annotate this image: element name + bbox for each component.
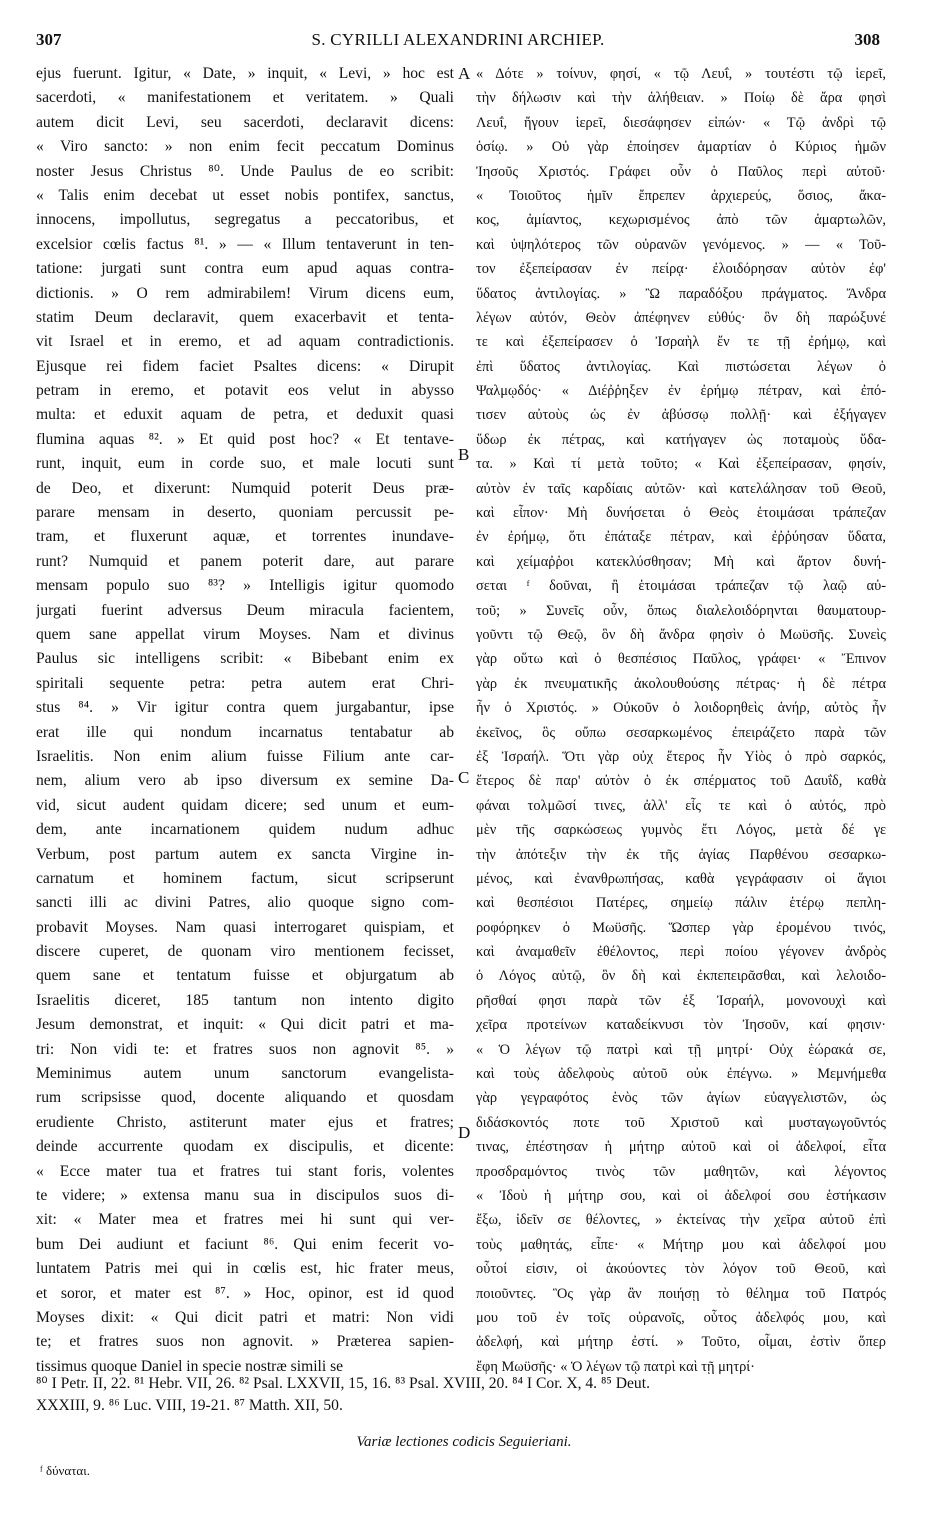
latin-text-line: tri: Non vidi te: et fratres suos non agnovit ⁸⁵. » [36, 1040, 454, 1058]
latin-text-line: tissimus quoque Daniel in specie nostræ simili se [36, 1357, 344, 1375]
latin-text-line: stus ⁸⁴. » Vir igitur contra quem jurgabantur, ipse [36, 699, 454, 717]
greek-text-line: τα. » Καὶ τί μετὰ τοῦτο; « Καὶ ἐξεπείρασαν, φησίν, [476, 456, 886, 473]
margin-letter-b: B [458, 445, 470, 464]
margin-letter-c: C [458, 768, 470, 787]
latin-text-line: te; et fratres suos non agnovit. » Præterea sapien- [36, 1333, 454, 1351]
greek-text-line: καὶ θεσπέσιοι Πατέρες, σημείῳ πάλιν ἑτέρῳ πεπλη- [476, 895, 886, 912]
latin-text-line: carnatum et hominem factum, sicut scripserunt [36, 869, 454, 887]
latin-text-line: statim Deum declaravit, quem exacerbavit et tenta- [36, 308, 454, 326]
latin-text-line: mensam populo suo ⁸³? » Intelligis igitur quomodo [36, 577, 454, 595]
greek-text-line: προσδραμόντος τινὸς τῶν μαθητῶν, καὶ λέγοντος [476, 1163, 886, 1180]
latin-text-line: rum scripsisse quod, docente aliquando et quosdam [36, 1089, 454, 1107]
latin-text-line: multa: et eduxit aquam de petra, et deduxit quasi [36, 406, 454, 424]
greek-text-line: μου τοῦ ἐν τοῖς οὐρανοῖς, οὗτος ἀδελφός μου, καὶ [476, 1309, 886, 1326]
latin-text-line: deinde accurrente quodam ex discipulis, et dicente: [36, 1138, 454, 1156]
greek-text-line: καὶ εἶπον· Μὴ δυνήσεται ὁ Θεὸς ἑτοιμάσαι τράπεζαν [476, 505, 886, 522]
latin-text-line: dictionis. » O rem admirabilem! Virum dicens eum, [36, 284, 454, 302]
footnote-line: ⁸⁰ I Petr. II, 22. ⁸¹ Hebr. VII, 26. ⁸² Psal. LXXVII, 15, 16. ⁸³ Psal. XVIII, 20. ⁸⁴ I Cor. X, 4. ⁸⁵ Deut. [36, 1375, 650, 1392]
greek-text-line: γὰρ ἐκ πνευματικῆς ἀκολουθούσης πέτρας· ἡ δὲ πέτρα [476, 675, 886, 692]
greek-text-line: καὶ ὑψηλότερος τῶν οὐρανῶν γενόμενος. » — « Τοῦ- [476, 236, 886, 253]
greek-text-line: οὗτοί εἰσιν, οἱ ἀκούοντες τὸν λόγον τοῦ Θεοῦ, καὶ [476, 1261, 886, 1278]
latin-text-line: innocens, impollutus, segregatus a peccatoribus, et [36, 211, 454, 229]
latin-text-line: vid, sicut audent quidam dicere; sed unum et eum- [36, 796, 454, 814]
greek-text-line: ὕδωρ ἐκ πέτρας, καὶ κατήγαγεν ὡς ποταμοὺς ὕδα- [476, 431, 886, 448]
greek-text-line: « Τοιοῦτος ἡμῖν ἔπρεπεν ἀρχιερεύς, ὅσιος, ἄκα- [476, 187, 886, 204]
greek-text-line: τοὺς μαθητάς, εἶπε· « Μήτηρ μου καὶ ἀδελφοί μου [476, 1236, 886, 1253]
variae-lectiones-heading: Variæ lectiones codicis Seguieriani. [356, 1434, 572, 1450]
greek-text-line: « Ὁ λέγων τῷ πατρὶ καὶ τῇ μητρί· Οὐχ ἑώρακά σε, [476, 1041, 886, 1058]
latin-text-line: tram, et fluxerunt aquæ, et torrentes inundave- [36, 528, 454, 546]
greek-text-line: ἐξ Ἰσραήλ. Ὅτι γὰρ οὐχ ἕτερος ἦν Υἱὸς ὁ πρὸ σαρκός, [476, 748, 886, 765]
latin-text-line: flumina aquas ⁸². » Et quid post hoc? « Et tentave- [36, 430, 454, 448]
greek-text-line: τὴν ἀπότεξιν τὴν ἐκ τῆς ἁγίας Παρθένου σεσαρκω- [476, 846, 886, 863]
latin-text-line: autem dicit Levi, seu sacerdoti, declaravit dicens: [36, 113, 454, 131]
greek-text-line: Ψαλμῳδός· « Διέῤῥηξεν ἐν ἐρήμῳ πέτραν, καὶ ἐπό- [476, 383, 886, 400]
latin-text-line: nem, alium vero ab ipso diversum ex semine Da- [36, 772, 454, 790]
greek-text-line: σεται ᶠ δοῦναι, ἢ ἑτοιμάσαι τράπεζαν τῷ λαῷ αὐ- [476, 578, 886, 595]
latin-text-line: dem, ante incarnationem quidem nudum adhuc [36, 821, 454, 839]
latin-text-line: excelsior cœlis factus ⁸¹. » — « Illum tentaverunt in ten- [36, 235, 454, 253]
latin-text-line: de Deo, et dixerunt: Numquid poterit Deus præ- [36, 479, 454, 497]
latin-text-line: Meminimus autem unum sanctorum evangelista- [36, 1065, 454, 1083]
left-column-number: 307 [36, 30, 62, 49]
latin-text-line: Paulus sic intelligens scribit: « Bibebant enim ex [36, 650, 454, 668]
latin-text-line: noster Jesus Christus ⁸⁰. Unde Paulus de eo scribit: [36, 162, 454, 180]
greek-text-line: γὰρ γεγραφότος ἑνὸς τῶν ἁγίων εὐαγγελιστῶν, ὡς [476, 1090, 886, 1107]
greek-text-line: ὁσίῳ. » Οὐ γὰρ ἐποίησεν ἁμαρτίαν ὁ Κύριος ἡμῶν [476, 139, 886, 156]
latin-text-line: discere cuperet, de quonam viro mentionem fecisset, [36, 943, 454, 961]
variant-reading-note: ᶠ δύναται. [40, 1463, 90, 1478]
latin-text-line: ejus fuerunt. Igitur, « Date, » inquit, « Levi, » hoc est [36, 65, 454, 82]
greek-text-line: τον ἐξεπείρασαν ἐν πείρᾳ· ἐλοιδόρησαν αὐτὸν ἐφ' [476, 261, 886, 278]
latin-text-line: petram in eremo, et potavit eos velut in abysso [36, 382, 454, 400]
latin-text-line: quem sane et tentatum fuisse et objurgatum ab [36, 967, 454, 985]
footnote-line: XXXIII, 9. ⁸⁶ Luc. VIII, 19-21. ⁸⁷ Matth. XII, 50. [36, 1397, 343, 1414]
margin-letter-d: D [458, 1123, 471, 1142]
latin-text-line: erat ille qui nondum incarnatus tentabatur ab [36, 723, 454, 741]
latin-text-line: vit Israel et in eremo, et ad aquam contradictionis. [36, 333, 454, 351]
greek-text-line: ὁ Λόγος αὐτῷ, ὃν δὴ καὶ ἐκπεπειρᾶσθαι, καὶ λελοιδο- [476, 968, 886, 985]
greek-text-line: ἔξω, ἰδεῖν σε θέλοντες, » ἐκτείνας τὴν χεῖρα αὐτοῦ ἐπὶ [476, 1212, 886, 1229]
greek-text-line: διδάσκοντός ποτε τοῦ Χριστοῦ καὶ μυσταγωγοῦντός [476, 1114, 886, 1131]
greek-text-line: τισεν αὐτοὺς ὡς ἐν ἀβύσσῳ πολλῇ· καὶ ἐξήγαγεν [476, 407, 886, 424]
greek-text-line: ἕτερος δὲ παρ' αὐτὸν ὁ ἐκ σπέρματος τοῦ Δαυΐδ, καθὰ [476, 773, 886, 790]
latin-text-line: spiritali sequente petra: petra autem erat Chri- [36, 674, 454, 692]
greek-text-line: ἦν ὁ Χριστός. » Οὐκοῦν ὁ λοιδορηθεὶς ἀνήρ, αὐτὸς ἦν [476, 700, 886, 717]
greek-text-line: καὶ ἀναμαθεῖν ἐθέλοντος, περὶ ποίου γέγονεν ἀνδρὸς [476, 944, 886, 961]
greek-text-line: ρῆσθαί φησι παρὰ τῶν ἐξ Ἰσραήλ, μονονουχὶ καὶ [476, 992, 886, 1009]
greek-text-line: ροφόρηκεν ὁ Μωϋσῆς. Ὥσπερ γὰρ ἐρομένου τινός, [476, 919, 886, 936]
latin-text-line: « Talis enim decebat ut esset nobis pontifex, sanctus, [36, 186, 454, 204]
greek-text-line: κος, ἀμίαντος, κεχωρισμένος ἀπὸ τῶν ἁμαρτωλῶν, [476, 212, 886, 229]
greek-text-line: ἐκεῖνος, ὃς οὔπω σεσαρκωμένος ἐπειράζετο παρὰ τῶν [476, 724, 886, 741]
latin-text-line: luntatem Patris mei qui in cœlis est, hic frater meus, [36, 1260, 454, 1278]
greek-text-line: ἀδελφή, καὶ μήτηρ ἐστί. » Τοῦτο, οἶμαι, ἐστὶν ὅπερ [476, 1334, 886, 1351]
latin-text-line: Ejusque rei fidem faciet Psaltes dicens: « Dirupit [36, 357, 454, 375]
greek-text-line: ὕδατος ἀντιλογίας. » Ὢ παραδόξου πράγματος. Ἄνδρα [476, 285, 886, 302]
latin-text-line: sacerdoti, « manifestationem et veritatem. » Quali [36, 89, 454, 107]
greek-text-line: τε καὶ ἐξεπείρασεν ὁ Ἰσραὴλ ἔν τε τῇ ἐρήμῳ, καὶ [476, 334, 886, 351]
latin-text-line: Verbum, post partum autem ex sancta Virgine in- [36, 845, 454, 863]
greek-text-line: λέγων αὐτόν, Θεὸν ἀπέφηνεν εὐθύς· ὃν δὴ παρώξυνέ [476, 309, 886, 326]
greek-column [476, 62, 886, 1379]
greek-text-line: « Ἰδοὺ ἡ μήτηρ σου, καὶ οἱ ἀδελφοί σου ἑστήκασιν [476, 1187, 886, 1204]
greek-text-line: αὐτὸν ἐν ταῖς καρδίαις αὐτῶν· καὶ κατελάλησαν τοῦ Θεοῦ, [476, 480, 886, 497]
greek-text-line: ἐπὶ ὕδατος ἀντιλογίας. Καὶ πιστώσεται λέγων ὁ [476, 358, 886, 375]
right-column-number: 308 [854, 30, 880, 49]
latin-text-line: et soror, et mater est ⁸⁷. » Hoc, opinor, est id quod [36, 1284, 454, 1302]
latin-text-line: runt? Numquid et panem poterit dare, aut parare [36, 552, 454, 570]
latin-text-line: erudiente Christo, astiterunt mater ejus et fratres; [36, 1113, 454, 1131]
latin-column [36, 62, 454, 1379]
latin-text-line: probavit Moyses. Nam quasi interrogaret quispiam, et [36, 918, 454, 936]
greek-text-line: ποιοῦντες. Ὃς γὰρ ἂν ποιήσῃ τὸ θέλημα τοῦ Πατρός [476, 1285, 886, 1302]
latin-text-line: « Viro sancto: » non enim fecit peccatum Dominus [36, 138, 454, 156]
greek-text-line: μένος, καὶ ἐνανθρωπήσας, καθὰ γεγράφασιν οἱ ἅγιοι [476, 870, 886, 887]
latin-text-line: Israelitis diceret, 185 tantum non intento digito [36, 991, 454, 1009]
greek-text-line: τοῦ; » Συνεῖς οὖν, ὅπως διαλελοιδόρηνται θαυματουρ- [476, 602, 886, 619]
greek-text-line: γὰρ οὕτω καὶ ὁ θεσπέσιος Παῦλος, γράφει· « Ἔπινον [476, 651, 886, 668]
latin-text-line: xit: « Mater mea et fratres mei hi sunt qui ver- [36, 1211, 454, 1229]
latin-text-line: bum Dei audiunt et faciunt ⁸⁶. Qui enim fecerit vo- [36, 1235, 454, 1253]
footnotes [36, 1373, 886, 1417]
latin-text-line: jurgati fuerint adversus Deum miracula facientem, [36, 601, 454, 619]
latin-text-line: « Ecce mater tua et fratres tui stant foris, volentes [36, 1162, 454, 1180]
greek-text-line: τινας, ἐπέστησαν ἡ μήτηρ αὐτοῦ καὶ οἱ ἀδελφοί, εἶτα [476, 1139, 886, 1156]
latin-text-line: Israelitis. Non enim alium fuisse Filium ante car- [36, 747, 454, 765]
greek-text-line: χεῖρα προτείνων καταδείκνυσι τὸν Ἰησοῦν, καί φησιν· [476, 1017, 886, 1034]
latin-text-line: tatione: jurgati sunt contra eum apud aquas contra- [36, 260, 454, 278]
running-title: S. CYRILLI ALEXANDRINI ARCHIEP. [311, 30, 605, 49]
greek-text-line: ἔφη Μωϋσῆς· « Ὁ λέγων τῷ πατρὶ καὶ τῇ μητρί· [476, 1358, 755, 1375]
greek-text-line: καὶ χείμαῤῥοι κατεκλύσθησαν; Μὴ καὶ ἄρτον δυνή- [476, 553, 886, 570]
greek-text-line: « Δότε » τοίνυν, φησί, « τῷ Λευΐ, » τουτέστι τῷ ἱερεῖ, [476, 66, 886, 82]
latin-text-line: sancti illi ac divini Patres, alio quoque signo com- [36, 894, 454, 912]
greek-text-line: καὶ τοὺς ἀδελφοὺς αὐτοῦ οὐκ ἐπέγνω. » Μεμνήμεθα [476, 1066, 886, 1083]
page-header [36, 30, 880, 56]
greek-text-line: τὴν δήλωσιν καὶ τὴν ἀλήθειαν. » Ποίῳ δὲ ἄρα φησὶ [476, 90, 886, 107]
latin-text-line: Jesum demonstrat, et inquit: « Qui dicit patri et ma- [36, 1016, 454, 1034]
margin-letter-a: A [458, 64, 471, 83]
greek-text-line: Λευΐ, ἤγουν ἱερεῖ, διεσάφησεν εἰπών· « Τῷ ἀνδρὶ τῷ [476, 114, 886, 131]
greek-text-line: γοῦντι τῷ Θεῷ, ὃν δὴ ἄνδρα φησὶν ὁ Μωϋσῆς. Συνεὶς [476, 626, 886, 643]
greek-text-line: Ἰησοῦς Χριστός. Γράφει οὖν ὁ Παῦλος περὶ αὐτοῦ· [476, 163, 886, 180]
latin-text-line: parare mensam in deserto, quoniam percussit pe- [36, 504, 454, 522]
greek-text-line: φάναι τολμῶσί τινες, ἀλλ' εἷς τε καὶ ὁ αὐτός, πρὸ [476, 797, 886, 814]
greek-text-line: ἐν ἐρήμῳ, ὅτι ἐπάταξε πέτραν, καὶ ἐῤῥύησαν ὕδατα, [476, 529, 886, 546]
latin-text-line: te videre; » extensa manu sua in discipulos suos di- [36, 1186, 454, 1204]
latin-text-line: Moyses dixit: « Qui dicit patri et matri: Non vidi [36, 1308, 454, 1326]
greek-text-line: μὲν τῆς σαρκώσεως γυμνὸς ἔτι Λόγος, μετὰ δέ γε [476, 822, 886, 839]
latin-text-line: runt, inquit, eum in corde suo, et male locuti sunt [36, 455, 454, 473]
latin-text-line: quem sane appellat virum Moyses. Nam et divinus [36, 625, 454, 643]
